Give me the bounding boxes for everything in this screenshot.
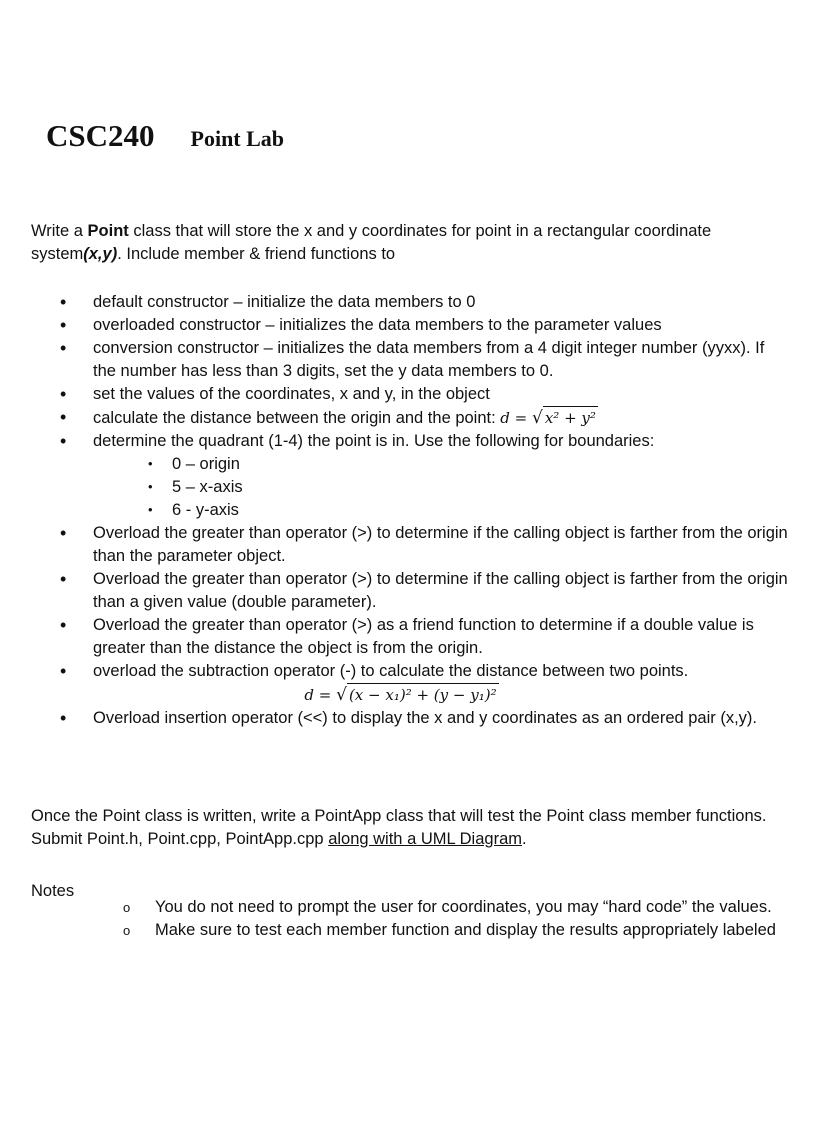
list-item [60, 406, 790, 430]
list-item [60, 291, 790, 314]
list-item [60, 430, 790, 522]
list-item-text: Overload insertion operator (<<) to display the x and y coordinates as an ordered pair (x,y). [93, 709, 758, 727]
intro-paragraph [31, 220, 791, 266]
intro-text-1: Write a [31, 222, 88, 240]
formula-lhs: d = [500, 409, 532, 427]
intro-text-2: class that will store the x and y coordinates for point in a rectangular coordinate system [31, 222, 712, 263]
list-item-text: Overload the greater than operator (>) to determine if the calling object is farther from the origin than a given value (double parameter). [93, 570, 788, 611]
note-item: o You do not need to prompt the user for coordinates, you may “hard code” the values. [121, 896, 781, 919]
list-item-text: default constructor – initialize the data members to 0 [93, 293, 476, 311]
distance-formula [500, 409, 598, 427]
title-row [46, 118, 284, 154]
list-item [60, 660, 790, 707]
coordinate-notation: (x,y) [83, 245, 118, 263]
list-item [60, 314, 790, 337]
list-item-text: set the values of the coordinates, x and y, in the object [93, 385, 490, 403]
list-item [60, 522, 790, 568]
course-code: CSC240 [46, 118, 155, 153]
list-item-text: calculate the distance between the origin and the point: [93, 409, 501, 427]
boundary-sublist [93, 453, 790, 522]
lab-title: Point Lab [190, 126, 285, 151]
closing-text: Once the Point class is written, write a PointApp class that will test the Point class member functions. Submit Point.h, Point.cpp, PointApp.cpp [31, 807, 767, 848]
formula-radicand: x² + y² [543, 406, 598, 430]
closing-paragraph [31, 805, 791, 851]
radical-sign: √ [336, 685, 347, 705]
radical-sign: √ [532, 408, 543, 428]
class-name: Point [87, 222, 129, 240]
list-item-text: determine the quadrant (1-4) the point is in. Use the following for boundaries: [93, 432, 655, 450]
notes-list [121, 896, 781, 942]
uml-requirement: along with a UML Diagram [328, 830, 522, 848]
list-item-text: conversion constructor – initializes the data members from a 4 digit integer number (yyxx). If the number has less than 3 digits, set the y data members to 0. [93, 339, 765, 380]
notes-label: Notes [31, 882, 75, 900]
closing-end: . [522, 830, 527, 848]
requirements-list [60, 291, 790, 730]
formula-radicand: (x − x₁)² + (y − y₁)² [347, 683, 499, 707]
intro-text-3: . Include member & friend functions to [117, 245, 396, 263]
formula-lhs: d = [304, 686, 337, 704]
list-item [60, 568, 790, 614]
list-item [60, 383, 790, 406]
sub-list-item: • 6 - y-axis [148, 499, 790, 522]
list-item-text: overloaded constructor – initializes the data members to the parameter values [93, 316, 662, 334]
list-item [60, 707, 790, 730]
two-point-distance-formula [93, 683, 790, 707]
list-item [60, 337, 790, 383]
list-item-text: overload the subtraction operator (-) to calculate the distance between two points. [93, 662, 689, 680]
list-item-text: Overload the greater than operator (>) to determine if the calling object is farther from the origin than the parameter object. [93, 524, 788, 565]
sub-list-item: • 5 – x-axis [148, 476, 790, 499]
sub-list-item: • 0 – origin [148, 453, 790, 476]
note-item: o Make sure to test each member function and display the results appropriately labeled [121, 919, 781, 942]
list-item-text: Overload the greater than operator (>) as a friend function to determine if a double value is greater than the distance the object is from the origin. [93, 616, 754, 657]
list-item [60, 614, 790, 660]
